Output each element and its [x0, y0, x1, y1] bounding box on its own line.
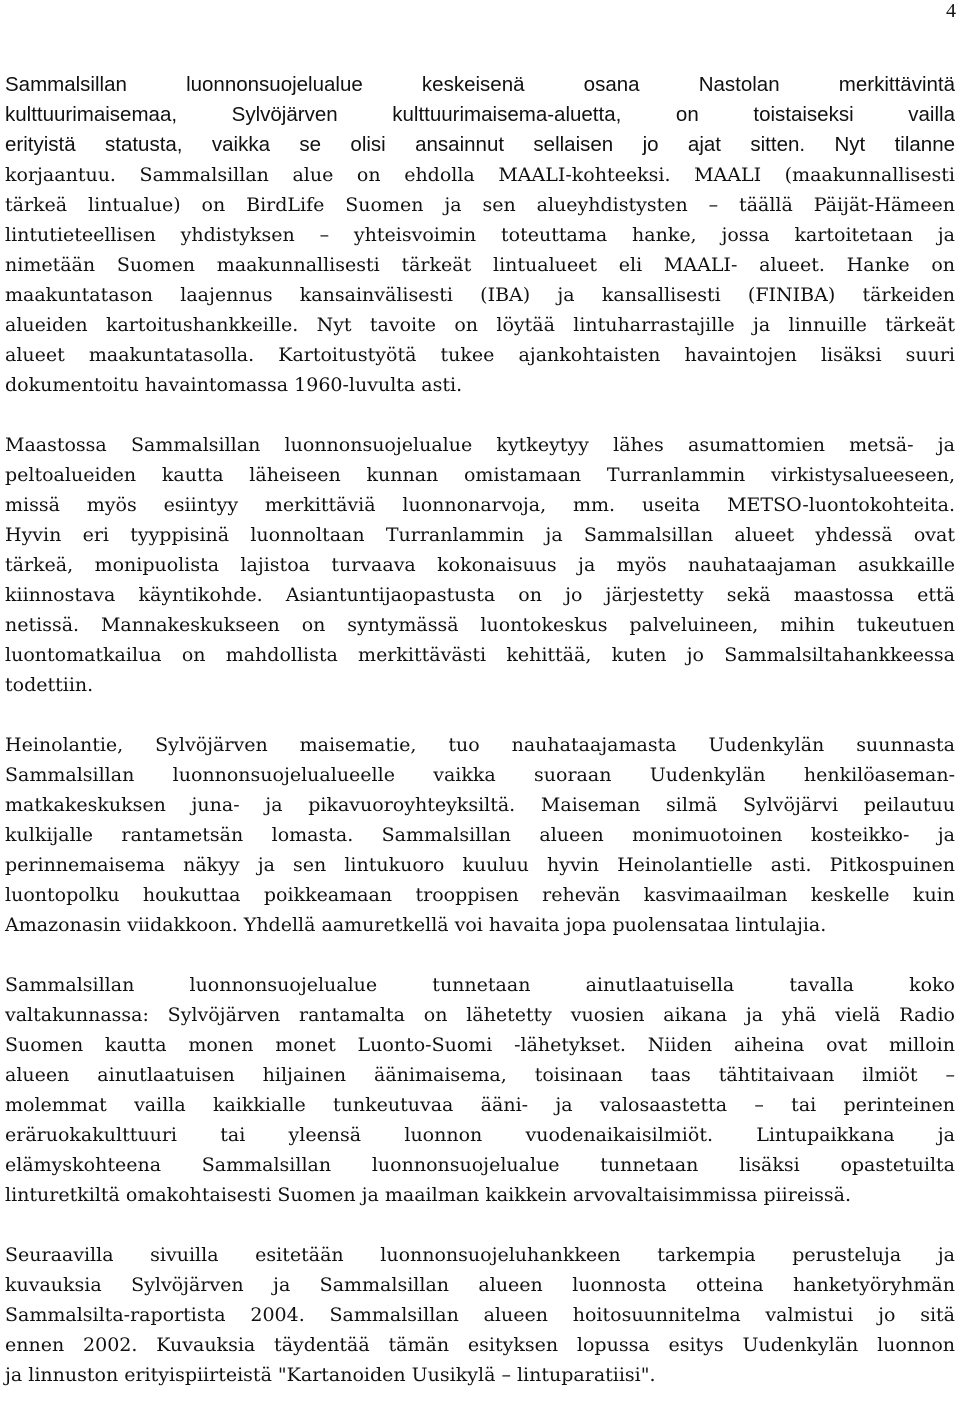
- text-line: ennen 2002. Kuvauksia täydentää tämän esityksen lopussa esitys Uudenkylän luonnon: [5, 1334, 955, 1356]
- text-line: nimetään Suomen maakunnallisesti tärkeät lintualueet eli MAALI- alueet. Hanke on: [5, 254, 955, 276]
- text-line: Amazonasin viidakkoon. Yhdellä aamuretkellä voi havaita jopa puolensataa lintulajia.: [5, 914, 827, 936]
- document-body: [5, 70, 957, 1420]
- text-line: Sammalsilta-raportista 2004. Sammalsillan alueen hoitosuunnitelma valmistui jo sitä: [5, 1304, 955, 1326]
- text-line: kiinnostava käyntikohde. Asiantuntijaopastusta on jo järjestetty sekä maastossa että: [5, 584, 955, 606]
- text-line: tärkeä, monipuolista lajistoa turvaava kokonaisuus ja myös nauhataajaman asukkaille: [5, 554, 955, 576]
- text-line: Heinolantie, Sylvöjärven maisematie, tuo nauhataajamasta Uudenkylän suunnasta: [5, 734, 955, 756]
- text-line: valtakunnassa: Sylvöjärven rantamalta on lähetetty vuosien aikana ja yhä vielä Radio: [5, 1004, 955, 1026]
- text-line: elämyskohteena Sammalsillan luonnonsuojelualue tunnetaan lisäksi opastetuilta: [5, 1154, 955, 1176]
- text-line: kulkijalle rantametsän lomasta. Sammalsillan alueen monimuotoinen kosteikko- ja: [5, 824, 955, 846]
- text-line: luontomatkailua on mahdollista merkittävästi kehittää, kuten jo Sammalsiltahankkeessa: [5, 644, 955, 666]
- page-number: 4: [946, 0, 956, 22]
- text-line: kuvauksia Sylvöjärven ja Sammalsillan alueen luonnosta otteina hanketyöryhmän: [5, 1274, 955, 1296]
- text-line: ja linnuston erityispiirteistä "Kartanoiden Uusikylä – lintuparatiisi".: [5, 1364, 656, 1386]
- text-line: perinnemaisema näkyy ja sen lintukuoro kuuluu hyvin Heinolantielle asti. Pitkospuinen: [5, 854, 955, 876]
- text-line: netissä. Mannakeskukseen on syntymässä luontokeskus palveluineen, mihin tukeutuen: [5, 614, 955, 636]
- text-line: alueen ainutlaatuisen hiljainen äänimaisema, toisinaan taas tähtitaivaan ilmiöt –: [5, 1064, 955, 1086]
- text-line: linturetkiltä omakohtaisesti Suomen ja maailman kaikkein arvovaltaisimmissa piireissä.: [5, 1184, 852, 1206]
- text-line: matkakeskuksen juna- ja pikavuoroyhteyksiltä. Maiseman silmä Sylvöjärvi peilautuu: [5, 794, 955, 816]
- text-line: Sammalsillan luonnonsuojelualue keskeisenä osana Nastolan merkittävintä: [5, 73, 955, 96]
- text-line: Sammalsillan luonnonsuojelualue tunnetaan ainutlaatuisella tavalla koko: [5, 974, 955, 996]
- text-line: alueet maakuntatasolla. Kartoitustyötä tukee ajankohtaisten havaintojen lisäksi suuri: [5, 344, 955, 366]
- text-line: tärkeä lintualue) on BirdLife Suomen ja sen alueyhdistysten – täällä Päijät-Hämeen: [5, 194, 955, 216]
- text-line: eräruokakulttuuri tai yleensä luonnon vuodenaikaisilmiöt. Lintupaikkana ja: [5, 1124, 955, 1146]
- paragraph: [5, 970, 957, 1210]
- paragraph: [5, 430, 957, 700]
- text-line: erityistä statusta, vaikka se olisi ansainnut sellaisen jo ajat sitten. Nyt tilanne: [5, 133, 955, 156]
- text-line: alueiden kartoitushankkeille. Nyt tavoite on löytää lintuharrastajille ja linnuille tärkeät: [5, 314, 955, 336]
- text-line: korjaantuu. Sammalsillan alue on ehdolla MAALI-kohteeksi. MAALI (maakunnallisesti: [5, 164, 955, 186]
- text-line: molemmat vailla kaikkialle tunkeutuvaa ääni- ja valosaastetta – tai perinteinen: [5, 1094, 955, 1116]
- text-line: Maastossa Sammalsillan luonnonsuojelualue kytkeytyy lähes asumattomien metsä- ja: [5, 434, 955, 456]
- paragraph: [5, 730, 957, 940]
- text-line: dokumentoitu havaintomassa 1960-luvulta asti.: [5, 374, 463, 396]
- paragraph: [5, 70, 957, 400]
- paragraph: [5, 1240, 957, 1390]
- text-line: luontopolku houkuttaa poikkeamaan trooppisen rehevän kasvimaailman keskelle kuin: [5, 884, 955, 906]
- text-line: missä myös esiintyy merkittäviä luonnonarvoja, mm. useita METSO-luontokohteita.: [5, 494, 955, 516]
- text-line: Hyvin eri tyyppisinä luonnoltaan Turranlammin ja Sammalsillan alueet yhdessä ovat: [5, 524, 955, 546]
- text-line: lintutieteellisen yhdistyksen – yhteisvoimin toteuttama hanke, jossa kartoitetaan ja: [5, 224, 955, 246]
- text-line: todettiin.: [5, 674, 94, 696]
- text-line: kulttuurimaisemaa, Sylvöjärven kulttuurimaisema-aluetta, on toistaiseksi vailla: [5, 103, 955, 126]
- text-line: peltoalueiden kautta läheiseen kunnan omistamaan Turranlammin virkistysalueeseen,: [5, 464, 955, 486]
- text-line: Suomen kautta monen monet Luonto-Suomi -lähetykset. Niiden aiheina ovat milloin: [5, 1034, 955, 1056]
- text-line: Sammalsillan luonnonsuojelualueelle vaikka suoraan Uudenkylän henkilöaseman-: [5, 764, 955, 786]
- text-line: Seuraavilla sivuilla esitetään luonnonsuojeluhankkeen tarkempia perusteluja ja: [5, 1244, 955, 1266]
- text-line: maakuntatason laajennus kansainvälisesti (IBA) ja kansallisesti (FINIBA) tärkeiden: [5, 284, 955, 306]
